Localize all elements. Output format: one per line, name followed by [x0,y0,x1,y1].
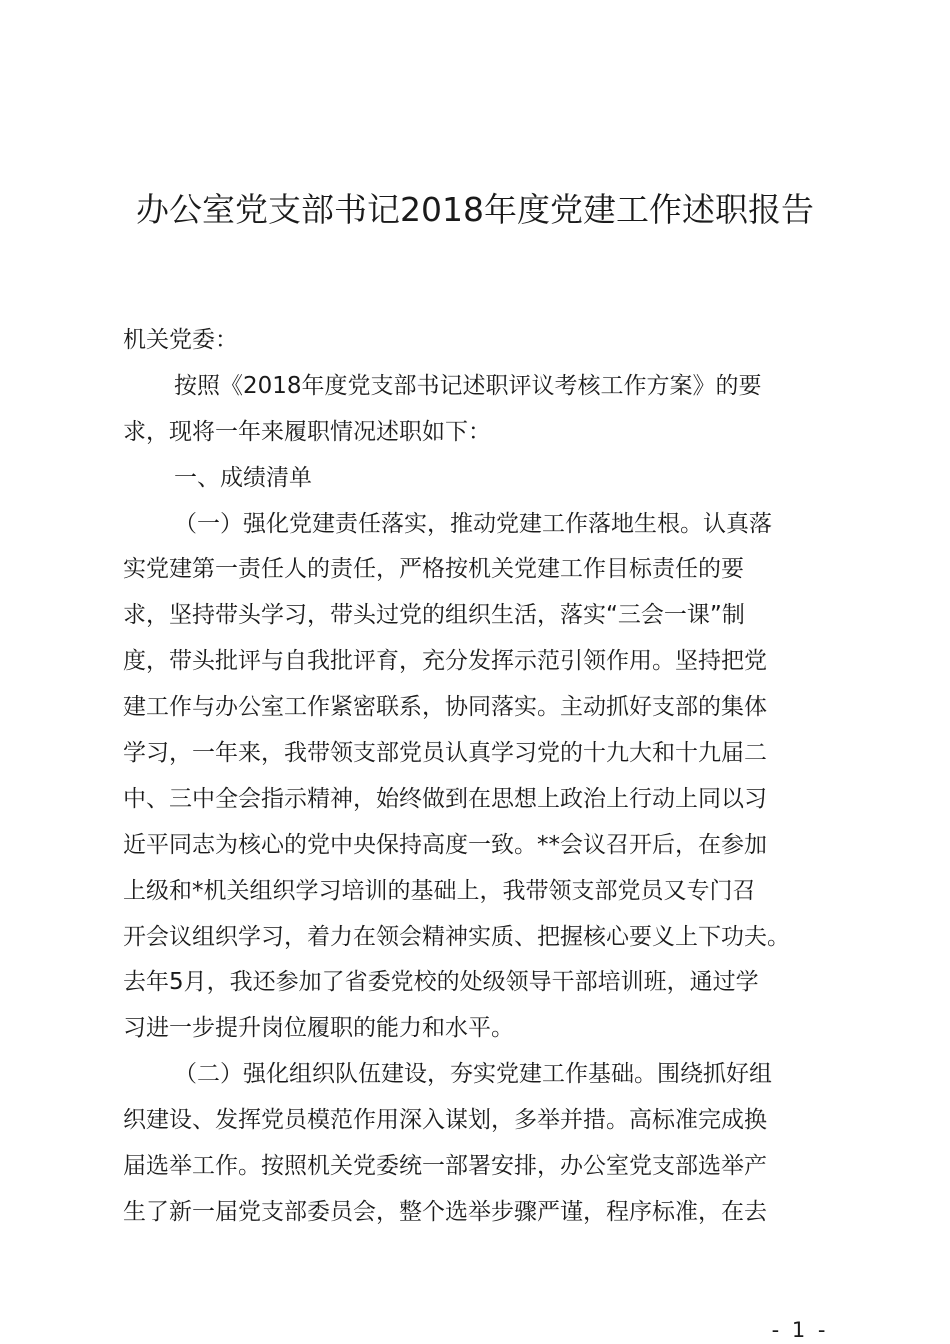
document-title: 办公室党支部书记2018年度党建工作述职报告 [136,190,814,229]
body-line: 生了新一届党支部委员会，整个选举步骤严谨，程序标准，在去 [123,1198,767,1225]
body-line: 按照《2018年度党支部书记述职评议考核工作方案》的要 [174,372,762,399]
body-line: 一、成绩清单 [174,464,312,491]
body-line: 建工作与办公室工作紧密联系，协同落实。主动抓好支部的集体 [123,694,767,721]
body-line: 近平同志为核心的党中央保持高度一致。**会议召开后，在参加 [123,831,767,858]
document-body [123,318,835,1236]
body-line: 届选举工作。按照机关党委统一部署安排，办公室党支部选举产 [123,1153,767,1180]
body-line: 求，现将一年来履职情况述职如下： [123,418,491,445]
body-line: 上级和*机关组织学习培训的基础上，我带领支部党员又专门召 [123,877,756,904]
page-number: - 1 - [771,1318,829,1342]
body-line: 开会议组织学习，着力在领会精神实质、把握核心要义上下功夫。 [123,923,790,950]
body-line: 中、三中全会指示精神，始终做到在思想上政治上行动上同以习 [123,785,767,812]
body-line: 求，坚持带头学习，带头过党的组织生活，落实“三会一课”制 [123,602,745,629]
body-line: 机关党委： [123,327,238,353]
body-line: （二）强化组织队伍建设，夯实党建工作基础。围绕抓好组 [174,1061,772,1088]
body-line: 织建设、发挥党员模范作用深入谋划，多举并措。高标准完成换 [123,1107,767,1134]
body-line: 学习，一年来，我带领支部党员认真学习党的十九大和十九届二 [123,740,767,767]
body-line: 习进一步提升岗位履职的能力和水平。 [123,1015,514,1042]
body-line: （一）强化党建责任落实，推动党建工作落地生根。认真落 [174,510,772,537]
body-line: 实党建第一责任人的责任，严格按机关党建工作目标责任的要 [123,556,744,583]
body-line: 去年5月，我还参加了省委党校的处级领导干部培训班，通过学 [123,969,759,996]
body-line: 度，带头批评与自我批评育，充分发挥示范引领作用。坚持把党 [123,648,767,675]
